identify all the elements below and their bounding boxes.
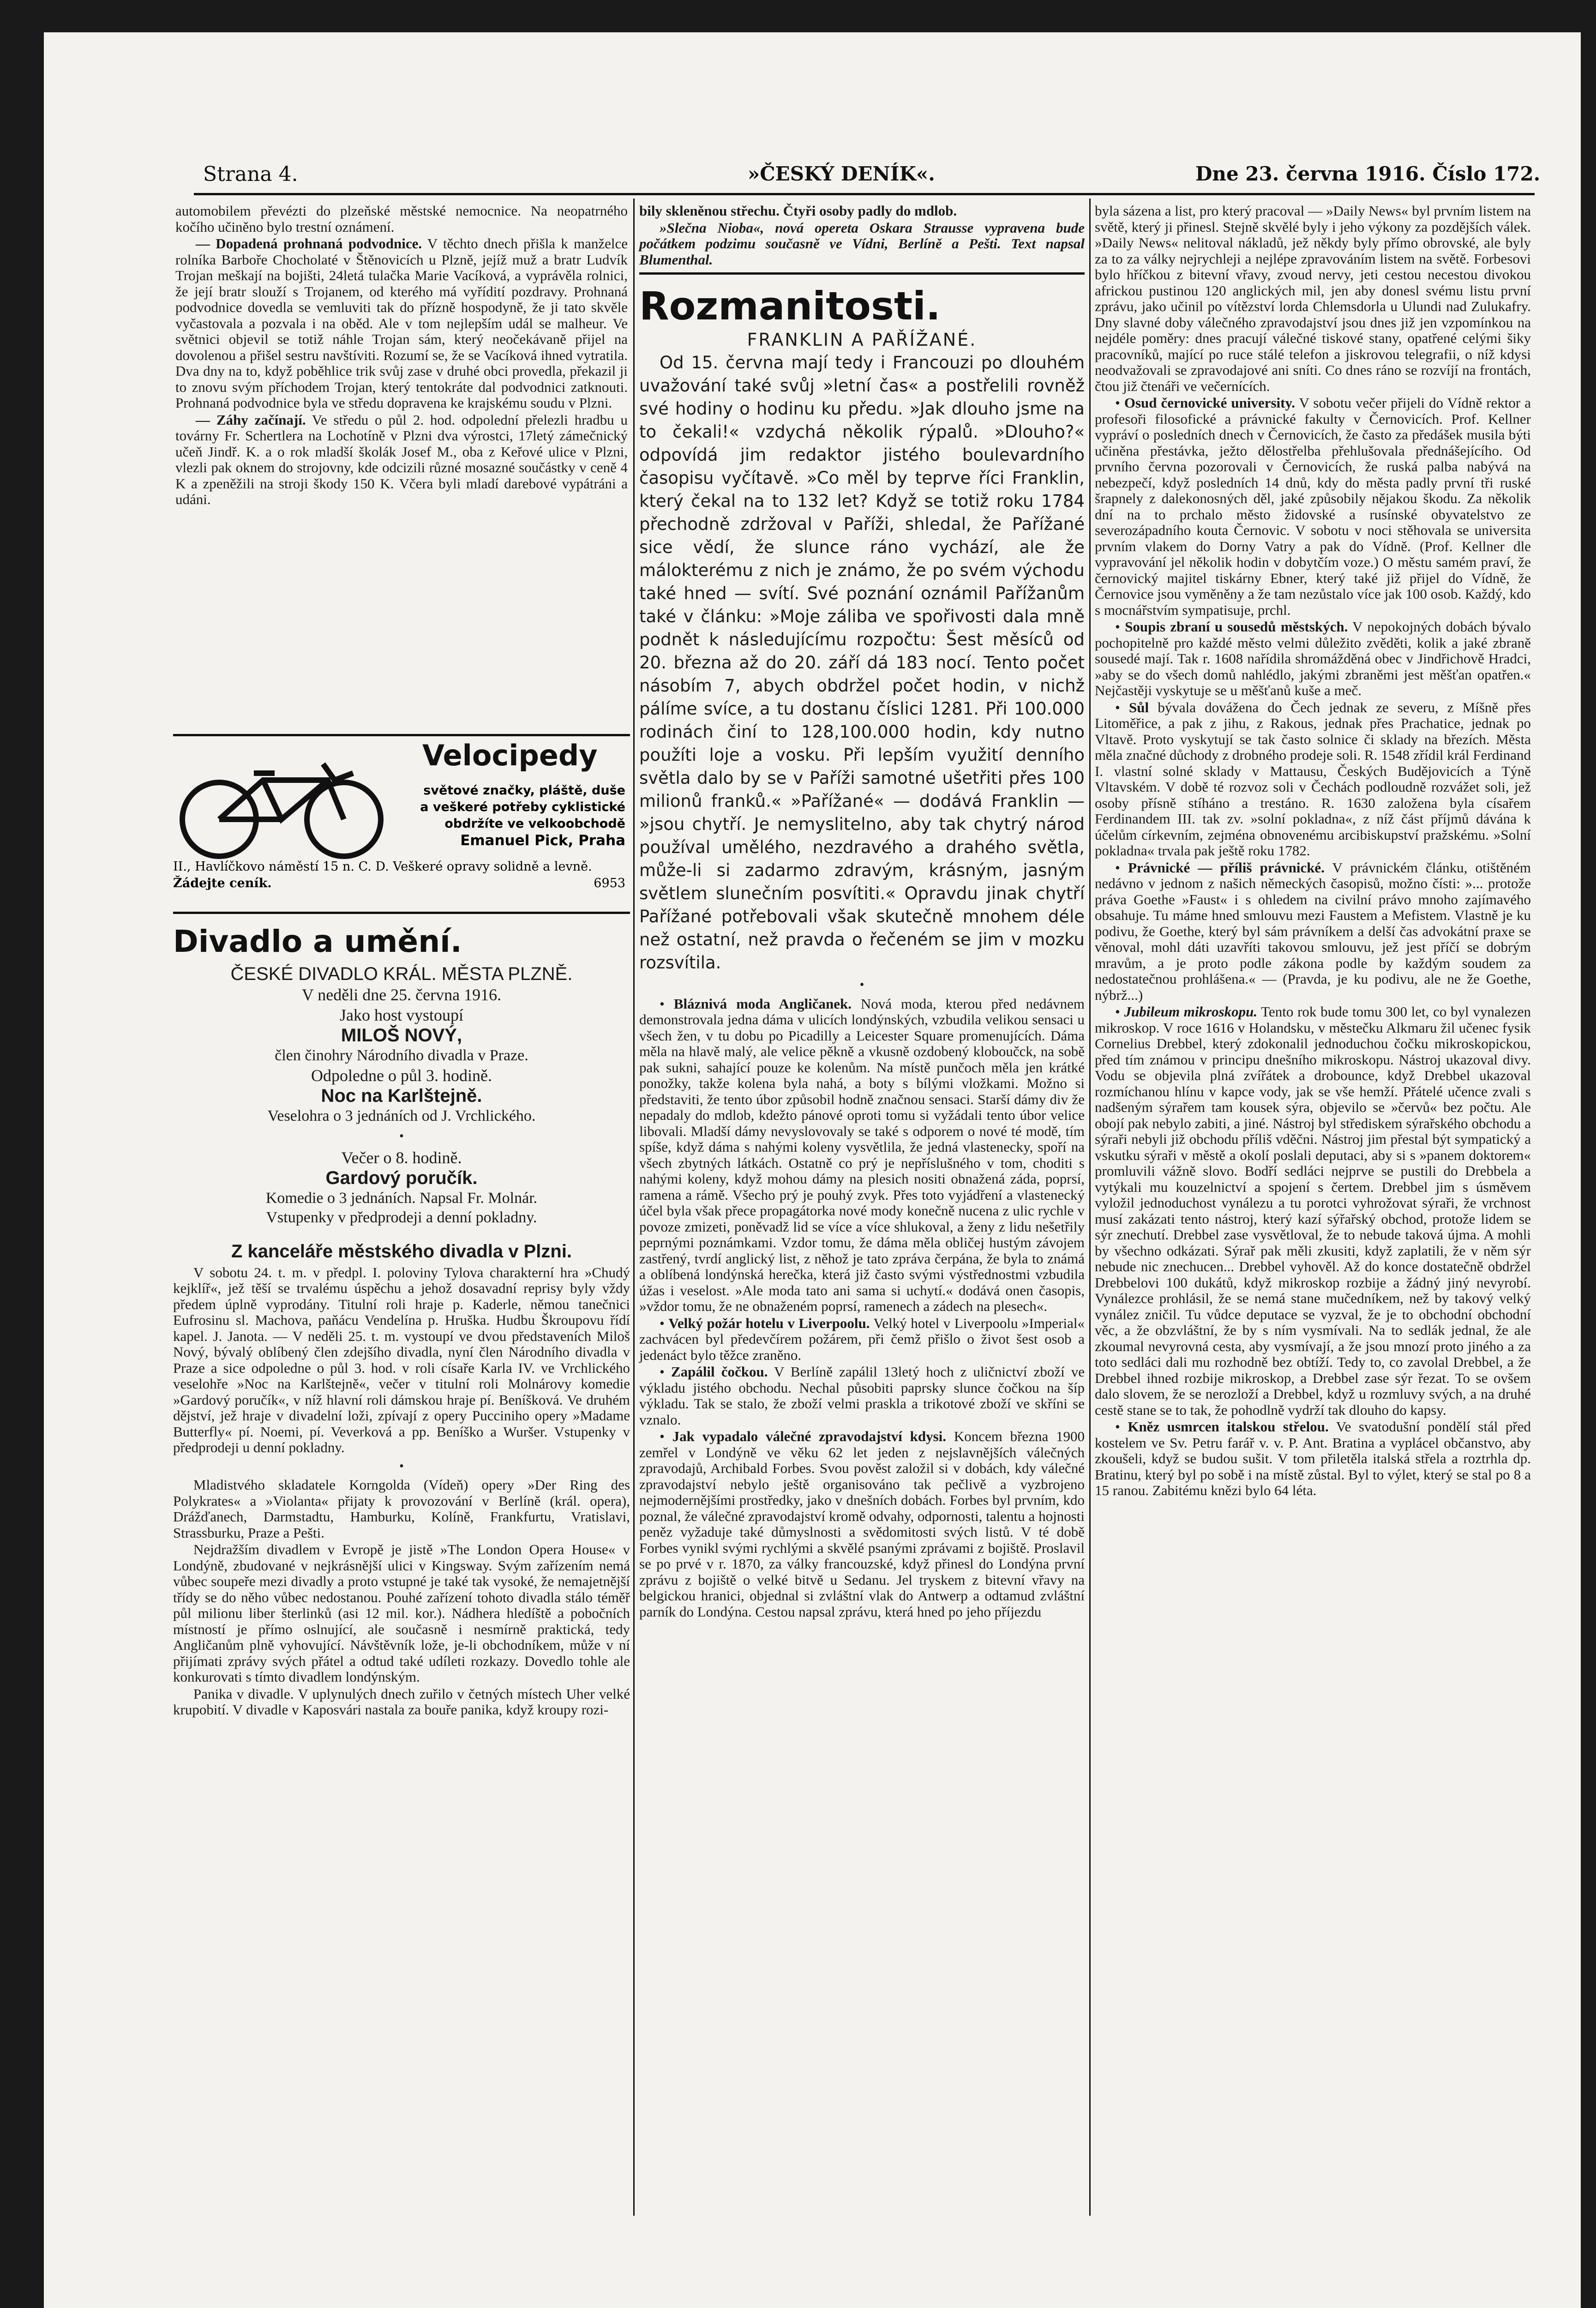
column-divider [1089,198,1091,2216]
article-heading: — Dopadená prohnaná podvodnice. [196,235,422,252]
column-3 [1095,203,1531,1500]
article-body: Ve svatodušní pondělí stál před kostelem ve Sv. Petru farář v. v. P. Ant. Bratina a vyplácel občanstvo, aby zkoušeli, když se budou sušit. V tom přiletěla italská střela a roztrhla dp. Bratinu, který byl po sobě i na místě zůstal. Byl to výlet, který se stal po 8 a 15 ranou. Zabitému knězi bylo 64 léta. [1095,1418,1531,1498]
newspaper-title: »ČESKÝ DENÍK«. [748,162,935,185]
article: • Osud černovické university. V sobotu večer přijeli do Vídně rektor a profesoři filosofické a právnické fakulty v Černovicích. Prof. Kellner vypráví o posledních dnech v Černovicích, že často za předášek musila býti učiněna přestávka, ježto dělostřelba přehlušovala přednášejícího. Od prvního června pozorovali v Černovicích, že ruská palba nabývá na nebezpečí, když posledních 14 dnů, kdy do města padly první tři ruské šrapnely z dalekonosných děl, jaké způsobily nějakou škodu. Za několik dní na to prchalo město židovské a rusínské obyvatelstvo ze severozápadního kouta Černovic. V sobotu v noci stěhovala se universita prvním vlakem do Dorny Vatry a pak do Vídně. (Prof. Kellner dle vypravování jel několik hodin v dobytčím voze.) O městu samém praví, že černovický majitel tiskárny Ebner, který také již přijel do Vídně, že Černovice jsou vyměněny a že tam nezůstalo více jak 100 osob. Každý, kdo s mocnářstvím sympatisuje, prchl. [1095,395,1531,618]
ad-text [395,782,625,849]
ad-line: obdržíte ve velkoobchodě [444,817,625,831]
program-time: Odpoledne o půl 3. hodině. [311,1066,492,1085]
section-heading: Divadlo a umění. [173,924,462,959]
article: • Soupis zbraní u sousedů městských. V nepokojných dobách bývalo pochopitelně pro každé město velmi důležito zvěděti, kolik a jaké zbraně sousedé mají. Tak r. 1608 nařídila shromážděná obec v Jindřichově Hradci, »aby se do všech domů nahlédlo, jakými zbraněmi jest měšťan opatřen.« Nejčastěji vyskytuje se u měšťanů kuše a meč. [1095,619,1531,698]
section-heading: Rozmanitosti. [639,283,941,329]
page-number: Strana 4. [203,162,298,186]
program-line: Jako host vystoupí [339,1006,463,1024]
article-body: Panika v divadle. V uplynulých dnech zuřilo v četných místech Uher velké krupobití. V divadle v Kaposvári nastala za bouře panika, když kroupy rozi- [173,1685,630,1718]
article-body: Tento rok bude tomu 300 let, co byl vynalezen mikroskop. V roce 1616 v Holandsku, v městečku Alkmaru žil učenec fysik Cornelius Drebbel, který zdokonalil jednoduchou čočku mikroskopickou, před tím známou v principu dnešního mikroskopu. Nástroj ukazoval divy. Vodu se objevila plná zvířátek a drobounce, když Drebbel ukazoval rozmíchanou hlínu v kapce vody, jak se vše hemží. Přátelé učence zvali s nadšeným sýrařem tam kousek sýra, objevilo se »červů« bez počtu. Ale obojí pak nebylo zabiti, a jiné. Nástroj byl střediskem sýrařského obchodu a sýraři nebyli již obchodu příliš vděčni. Nástroj jim přestal být sympatický a vskutku sýraři v městě a okolí poslali deputaci, aby si s »panem doktorem« promluvili vážně slovo. Bodří sedláci nejprve se pustili do Drebbela a vytýkali mu kouzelnictví a spojení s čertem. Drebbel jim s úsměvem vyložil jednoduchost vynálezu a tu porotci vyhrožovat sýraři, že vrchnost musí zakázati tento nástroj, který kazí sýřařský obchod, protože lidem se sýr znechutí. Drebbel zase vysvětloval, že to nebude taková újma. A mohli by všechno odkázati. Sýrař pak měli zkusiti, když zaplatili, že v něm sýr nebude nic znechucen... Drebbel vyhověl. Až do konce dostatečně obdržel Drebbelovi 100 dukátů, když mikroskop rozbije a žádný jiný nevyrobí. Vynálezce prohlásil, že se nemá stane mučedníkem, než by takový velký vynález zničil. Tu vůdce deputace se vyzval, že je to obchodní obchodní věc, a že obzvláštní, že by s ním vysmívali. Na to sedlák jednal, že ale zkoumal nevyrovná cesta, aby vysmívají, a že jsou mnozí proto jiného a za toto sedláci dali mu rozhodně bez obtíží. Tedy to, co zavolal Drebbel, a že Drebbel ihned rozbije mikroskop, a Drebbel zase sýr řezat. To se ovšem dalo slovem, že se nerozloží a Drebbel, když u rozmluvy svých, a na druhé cestě stane se to tak, že pohodlně vydrží tak dlouho do kapsy. [1095,1004,1531,1418]
ad-firm: Emanuel Pick, Praha [460,832,625,849]
program-line: Veselohra o 3 jednáních od J. Vrchlického. [267,1107,536,1124]
article-heading: Osud černovické university. [1124,395,1296,411]
article-body: V sobotu 24. t. m. v předpl. I. poloviny Tylova charakterní hra »Chudý kejklíř«, jež těší se trvalému úspěchu a jehož dosavadní reprisy byly vždy předem úplně vyprodány. Titulní roli hraje p. Kaderle, němou tanečnici Eufrosinu sl. Machova, paňácu Vendelína p. Hruška. Hudbu Škroupovu řídí kapel. J. Janota. — V neděli 25. t. m. vystoupí ve dvou představeních Miloš Nový, bývalý oblíbený člen zdejšího divadla, nyní člen Národního divadla v Praze a sice odpoledne o půl 3. hod. v roli císaře Karla IV. ve Vrchlického veselohře »Noc na Karlštejně«, večer v titulní roli Molnárovy komedie »Gardový poručík«, v níž hlavní roli dámskou hraje pí. Beníšková. Ve druhém dějství, jež hraje v divadelní loži, zpívají z opery Pucciniho opery »Madame Butterfly« pí. Noemi, pí. Veverková a pp. Beníško a Wuršer. Vstupenky v předprodeji u denní pokladny. [173,1264,630,1455]
article: • Jak vypadalo válečné zpravodajství kdysi. Koncem března 1900 zemřel v Londýně ve věku 62 let jeden z nejslavnějších válečných zpravodajů, Archibald Forbes. Svou pověst založil si v dobách, kdy válečné zpravodajství nebylo ještě organisováno tak pečlivě a vyzbrojeno nejmodernějšími prostředky, jako v dnešních dobách. Forbes byl prvním, kdo poznal, že válečné zpravodajství kromě odvahy, odpornosti, talentu a hojnosti peněz vyžaduje také důmyslnosti a svědomitosti svých listů. V té době Forbes vynikl svými rychlými a skvělé psanými zprávami z bojiště. Proslavil se po prvé v r. 1870, za války francouzské, když přinesl do Londýna první zprávu z bojiště o velké bitvě u Sedanu. Jel tryskem z bitevní vřavy na belgickou hranici, objednal si zvláštní vlak do Antwerp a odtamud zvláštní parník do Londýna. Cestou napsal zprávu, která hned po jeho příjezdu [639,1428,1085,1620]
article [175,236,628,411]
article-heading: Kněz usmrcen italskou střelou. [1128,1418,1329,1435]
article-body: Koncem března 1900 zemřel v Londýně ve věku 62 let jeden z nejslavnějších válečných zpravodajů, Archibald Forbes. Svou pověst založil si v dobách, kdy válečné zpravodajství nebylo ještě organisováno tak pečlivě a vyzbrojeno nejmodernějšími prostředky, jako v dnešních dobách. Forbes byl prvním, kdo poznal, že válečné zpravodajství kromě odvahy, odpornosti, talentu a hojnosti peněz vyžaduje také důmyslnosti a svědomitosti svých listů. V té době Forbes vynikl svými rychlými a skvělé psanými zprávami z bojiště. Proslavil se po prvé v r. 1870, za války francouzské, když přinesl do Londýna první zprávu z bojiště o velké bitvě u Sedanu. Jel tryskem z bitevní vřavy na belgickou hranici, objednal si zvláštní vlak do Antwerp a odtamud zvláštní parník do Londýna. Cestou napsal zprávu, která hned po jeho příjezdu [639,1428,1085,1620]
column-2 [639,203,1085,1621]
article-heading: Jak vypadalo válečné zpravodajství kdysi. [672,1428,947,1444]
ad-number: 6953 [594,876,625,890]
article: • Bláznivá moda Angličanek. Nová moda, kterou před nedávnem demonstrovala jedna dáma v ulicích londýnských, vzbudila velikou sensaci u všech žen, v tu dobu po Picadilly a Leicester Square promenujících. Dáma měla na hlavě malý, ale velice pěkně a vkusně ozdobený kloboučck, na sobě pak sukni, sahající pouze ke kolenům. Na místě punčoch měla jen krátké ponožky, takže kolena byla nahá, a boty s bílými vložkami. Možno si představiti, že tento úbor způsobil hodně značnou sensaci. Starší dámy div že nepadaly do mdlob, kdežto pánové oproti tomu si vyžádali tento úbor velice libovali. Mladší dámy nevyslovovaly se také s odporem o nové té modě, tím spíše, když dáma s nahými koleny vysvětlila, že jedná vlastenecky, spoří na všech zbytných látkách. Ostatně co prý je nepříslušného v tom, choditi s nahými koleny, když mohou dámy na plesich nositi obnažená záda, poprsí, ramena a rámě. Všecho prý je pouhý zvyk. Přes toto vyjádření a vlastenecký účel byla však přece propagátorka nové mody konečně nucena z ulic rychle v povoze zmizeti, poněvadž lid se více a více shlukoval, a ženy z lidu nešetřily peprnými poznámkami. Vzdor tomu, že dáma měla obličej hustým závojem zastřený, tvrdí anglický list, z něhož je tato zpráva čerpána, že byla to známá a oblíbená londýnská herečka, která již často svými výstřednostmi vzbudila úžas i veselost. »Ale moda tato ani sama si uchytí.« dodává onen časopis, »vždor tomu, že ne obnaženém poprsí, ramenech a zádech na plesech«. [639,995,1085,1314]
article-heading: — Záhy začínají. [196,411,306,428]
article-heading: Zapálil čočkou. [671,1364,768,1380]
article-heading: Právnické — příliš právnické. [1128,859,1325,876]
ad-pricelist: Žádejte ceník. [173,876,272,890]
article-body: Ve středu o půl 2. hod. odpolední přelezli hradbu u továrny Fr. Schertlera na Lochotíně v Plzni dva výrostci, 17letý zámečnický učeň Jindř. K. a o rok mladší školák Josef M., oba z Keřové ulice v Plzni, vlezli pak oknem do strojovny, kde odcizili různé mosazné součástky v ceně 4 K a zpeněžili na stroji škody 150 K. Včera byli mladí darebové vypátráni a udáni. [175,411,628,507]
column-divider [633,198,635,2216]
article-body: V nepokojných dobách bývalo pochopitelně pro každé město velmi důležito zvěděti, kolik a jaké zbraně sousedé mají. Tak r. 1608 nařídila shromážděná obec v Jindřichově Hradci, »aby se do všech domů nahlédlo, jakými zbraněmi jest měšťan opatřen.« Nejčastěji vyskytuje se u měšťanů kuše a meč. [1095,619,1531,698]
article: • Velký požár hotelu v Liverpoolu. Velký hotel v Liverpoolu »Imperial« zachvácen byl předevčírem požárem, při čemž přišlo o život šest osob a jedenáct bylo těžce zraněno. [639,1315,1085,1363]
article-heading: Z kanceláře městského divadla v Plzni. [231,1241,572,1262]
article-body: V sobotu večer přijeli do Vídně rektor a profesoři filosofické a právnické fakulty v Černovicích. Prof. Kellner vypráví o posledních dnech v Černovicích, že často za předášek musila býti učiněna přestávka, ježto dělostřelba přehlušovala přednášejícího. Od prvního června pozorovali v Černovicích, že ruská palba nabývá na nebezpečí, když posledních 14 dnů, kdy do města padly první tři ruské šrapnely z dalekonosných děl, jaké způsobily nějakou škodu. Za několik dní na to prchalo město židovské a rusínské obyvatelstvo ze severozápadního kouta Černovic. V sobotu v noci stěhovala se universita prvním vlakem do Dorny Vatry a pak do Vídně. (Prof. Kellner dle vypravování jel několik hodin v dobytčím voze.) O městu samém praví, že černovický majitel tiskárny Ebner, který také již přijel do Vídně, že Černovice jsou vyměněny a že tam nezůstalo více jak 100 osob. Každý, kdo s mocnářstvím sympatisuje, prchl. [1095,395,1531,618]
separator-star: • [399,1129,404,1143]
ad-address-text: II., Havlíčkovo náměstí 15 n. C. D. Veškeré opravy solidně a levně. [173,859,592,874]
section-rule [639,272,1085,275]
article-heading: Soupis zbraní u sousedů městských. [1125,619,1348,635]
article: • Zapálil čočkou. V Berlíně zapálil 13letý hoch z uličnictví zboží ve výkladu jistého obchodu. Nechal působiti paprsky slunce čočkou na šíp výkladu. Tak se stalo, že zboží velmi praskla a trikotové zboží ve skříni se vznalo. [639,1364,1085,1428]
program-date: V neděli dne 25. června 1916. [301,986,502,1004]
article-lead: bily skleněnou střechu. Čtyři osoby padly do mdlob. [639,203,957,219]
program-line: Komedie o 3 jednáních. Napsal Fr. Molnár. [265,1189,538,1207]
article-body: Mladistvého skladatele Korngolda (Vídeň) opery »Der Ring des Polykrates« a »Violanta« přijaty k provozování v Berlíně (král. opera), Drážďanech, Darmstadtu, Hamburku, Kolíně, Frankfurtu, Vratislavi, Strassburku, Praze a Pešti. [173,1477,630,1541]
article-heading: FRANKLIN A PAŘÍŽANÉ. [747,330,977,350]
guest-name: MILOŠ NOVÝ, [341,1025,462,1046]
article: • Právnické — příliš právnické. V právnickém článku, otištěném nedávno v jednom z našich německých časopisů, možno čísti: »... protože práva Goethe »Faust« i s ohledem na civilní právo mnoho zajímavého obsahuje. Tu máme hned smlouvu mezi Faustem a Mefistem. Vlastně je ku podivu, že Goethe, který byl sám právníkem a delší čas advokátní praxe se věnoval, mohl dáti uzavříti takovou smlouvu, jež jest příčí se dobrým mravům, a je proto podle zákona podle by každým soudem za nedostatečnou prohlášena.« — (Pravda, je ku podivu, ale ne že Goethe, nýbrž...) [1095,859,1531,1003]
issue-date: Dne 23. června 1916. Číslo 172. [1195,162,1541,185]
article: • Jubileum mikroskopu. Tento rok bude tomu 300 let, co byl vynalezen mikroskop. V roce 1616 v Holandsku, v městečku Alkmaru žil učenec fysik Cornelius Drebbel, který zdokonalil jednoduchou čočku mikroskopickou, před tím známou v principu dnešního mikroskopu. Nástroj ukazoval divy. Vodu se objevila plná zvířátek a drobounce, když Drebbel ukazoval rozmíchanou hlínu v kapce vody, jak se vše hemží. Přátelé učence zvali s nadšeným sýrařem tam kousek sýra, objevilo se »červů« bez počtu. Ale obojí pak nebylo zabiti, a jiné. Nástroj byl střediskem sýrařského obchodu a sýraři nebyli již obchodu příliš vděčni. Nástroj jim přestal být sympatický a vskutku sýraři v městě a okolí poslali deputaci, aby si s »panem doktorem« promluvili vážně slovo. Bodří sedláci nejprve se pustili do Drebbela a vytýkali mu kouzelnictví a spojení s čertem. Drebbel jim s úsměvem vyložil jednoduchost vynálezu a tu porotci vyhrožovat sýraři, že vrchnost musí zakázati tento nástroj, který kazí sýřařský obchod, protože lidem se sýr znechutí. Drebbel zase vysvětloval, že to nebude taková újma. A mohli by všechno odkázati. Sýrař pak měli zkusiti, když zaplatili, že v něm sýr nebude nic znechucen... Drebbel vyhověl. Až do konce dostatečně obdržel Drebbelovi 100 dukátů, když mikroskop rozbije a žádný jiný nevyrobí. Vynálezce prohlásil, že se nemá stane mučedníkem, než by takový velký vynález zničil. Tu vůdce deputace se vyzval, že je to obchodní obchodní věc, a že obzvláštní, že by s ním vysmívali. Na to sedlák jednal, že ale zkoumal nevyrovná cesta, aby vysmívají, a že jsou mnozí proto jiného a za toto sedláci dali mu rozhodně bez obtíží. Tedy to, co zavolal Drebbel, a že Drebbel ihned rozbije mikroskop, a Drebbel zase sýr řezat. To se ovšem dalo slovem, že se nerozloží a Drebbel, když u rozmluvy svých, a na druhé cestě stane se to tak, že pohodlně vydrží tak dlouho do kapsy. [1095,1004,1531,1418]
header-rule [194,193,1535,195]
article-body: V právnickém článku, otištěném nedávno v jednom z našich německých časopisů, možno čísti: »... protože práva Goethe »Faust« i s ohledem na civilní právo mnoho zajímavého obsahuje. Tu máme hned smlouvu mezi Faustem a Mefistem. Vlastně je ku podivu, že Goethe, který byl sám právníkem a delší čas advokátní praxe se věnoval, mohl dáti uzavříti takovou smlouvu, jež jest příčí se dobrým mravům, a je proto podle zákona podle by každým soudem za nedostatečnou prohlášena.« — (Pravda, je ku podivu, ale ne že Goethe, nýbrž...) [1095,859,1531,1003]
play-title: Gardový poručík. [325,1167,478,1188]
ad-line: světové značky, pláště, duše [423,783,625,798]
article-body: Nová moda, kterou před nedávnem demonstrovala jedna dáma v ulicích londýnských, vzbudila velikou sensaci u všech žen, v tu dobu po Picadilly a Leicester Square promenujících. Dáma měla na hlavě malý, ale velice pěkně a vkusně ozdobený kloboučck, na sobě pak sukni, sahající pouze ke kolenům. Na místě punčoch měla jen krátké ponožky, takže kolena byla nahá, a boty s bílými vložkami. Možno si představiti, že tento úbor způsobil hodně značnou sensaci. Starší dámy div že nepadaly do mdlob, kdežto pánové oproti tomu si vyžádali tento úbor velice libovali. Mladší dámy nevyslovovaly se také s odporem o nové té modě, tím spíše, když dáma s nahými koleny vysvětlila, že jedná vlastenecky, spoří na všech zbytných látkách. Ostatně co prý je nepříslušného v tom, choditi s nahými koleny, když mohou dámy na plesich nositi obnažená záda, poprsí, ramena a rámě. Všecho prý je pouhý zvyk. Přes toto vyjádření a vlastenecký účel byla však přece propagátorka nové mody konečně nucena z ulic rychle v povoze zmizeti, poněvadž lid se více a více shlukoval, a ženy z lidu nešetřily peprnými poznámkami. Vzdor tomu, že dáma měla obličej hustým závojem zastřený, tvrdí anglický list, z něhož je tato zpráva čerpána, že byla to známá a oblíbená londýnská herečka, která již často svými výstřednostmi vzbudila úžas i veselost. »Ale moda tato ani sama si uchytí.« dodává onen časopis, »vždor tomu, že ne obnaženém poprsí, ramenech a zádech na plesech«. [639,995,1085,1314]
article-heading: Jubileum mikroskopu. [1124,1004,1258,1020]
separator-star: • [859,978,864,992]
theatre-section [173,923,630,1719]
article-body: Od 15. června mají tedy i Francouzi po dlouhém uvažování také svůj »letní čas« a postřelili rovněž své hodiny o hodinu ku předu. »Jak dlouho jsme na to čekali!« vzdychá několik rýpalů. »Dlouho?« odpovídá jim redaktor jistého boulevardního časopisu vyčítavě. »Co měl by teprve říci Franklin, který čekal na to 132 let? Když se totiž roku 1784 přechodně zdržoval v Paříži, shledal, že Pařížané sice vědí, že slunce ráno vychází, ale že málokterému z nich je známo, že po svém východu také hned — svítí. Své poznání oznámil Pařížanům také v článku: »Moje záliba ve spořivosti dala mně podnět k následujícímu rozpočtu: Šest měsíců od 20. března až do 20. září dá 183 nocí. Tento počet násobím 7, abych obdržel počet hodin, v nichž pálíme svíce, a tu dostanu číslici 1281. Při 100.000 rodinách činí to 128,100.000 hodin, kdy nutno použíti loje a vosku. Při lepším využití denního světla dalo by se v Paříži samotné ušetřiti přes 100 milionů franků.« »Pařížané« — dodává Franklin — »jsou chytří. Je nemyslitelno, aby tak chytrý národ používal umělého, nezdravého a drahého světla, může-li si zadarmo zdravým, krásným, jasným světlem slunečním posvítiti.« Opravdu jinak chytří Pařížané potřebovali však skutečně mnohem déle než ostatní, než pravda o řečeném se jim v mozku rozsvítila. [639,353,1085,973]
article-body: Nejdražším divadlem v Evropě je jistě »The London Opera House« v Londýně, zbudované v nejkrásnější ulici v Kingsway. Svým zařízením nemá vůbec soupeře mezi divadly a proto vstupné je také tak vysoké, že nemajetnější třídy se do něho vůbec nedostanou. Pouhé zařízení tohoto divadla stálo téměř půl milionu liber šterlinků (asi 12 mil. kor.). Nádhera hledíště a pobočních místností je přímo oslnující, ale současně i nesmírně praktická, tedy Angličanům plně vyhovující. Návštěvník lože, je-li obchodníkem, může v ní přijímati zprávy svých přátel a odtud také udíleti rozkazy. Dovedlo tohle ale konkurovati s tímto divadlem londýnským. [173,1541,630,1685]
bicycle-advertisement [173,734,630,914]
article-body: »Slečna Nioba«, nová opereta Oskara Strausse vypravena bude počátkem podzimu současně ve Vídni, Berlíně a Pešti. Text napsal Blumenthal. [639,219,1085,268]
separator-star: • [399,1459,404,1473]
program-line: Vstupenky v předprodeji a denní pokladny. [266,1208,537,1226]
article [175,412,628,508]
theatre-name: ČESKÉ DIVADLO KRÁL. MĚSTA PLZNĚ. [230,964,573,984]
program-line: člen činohry Národního divadla v Praze. [275,1047,528,1064]
article: • Kněz usmrcen italskou střelou. Ve svatodušní pondělí stál před kostelem ve Sv. Petru farář v. v. P. Ant. Bratina a vyplácel občanstvo, aby zkoušeli, když se budou sušit. V tom přiletěla italská střela a roztrhla dp. Bratinu, který byl po sobě i na místě zůstal. Byl to výlet, který se stal po 8 a 15 ranou. Zabitému knězi bylo 64 léta. [1095,1418,1531,1498]
article-heading: Velký požár hotelu v Liverpoolu. [668,1315,870,1331]
play-title: Noc na Karlštejně. [321,1086,482,1106]
article-lead: automobilem převézti do plzeňské městské nemocnice. Na neopatrného kočího učiněno bylo trestní oznámení. [175,203,628,235]
article-heading: Sůl [1129,699,1149,715]
ad-address [173,859,625,892]
article-body: Velký hotel v Liverpoolu »Imperial« zachvácen byl předevčírem požárem, při čemž přišlo o život šest osob a jedenáct bylo těžce zraněno. [639,1315,1085,1363]
column-1 [175,203,628,509]
program-time: Večer o 8. hodině. [341,1148,462,1167]
ad-line: a veškeré potřeby cyklistické [420,800,625,814]
bicycle-icon [175,755,388,861]
article-body: V Berlíně zapálil 13letý hoch z uličnictví zboží ve výkladu jistého obchodu. Nechal působiti paprsky slunce čočkou na šíp výkladu. Tak se stalo, že zboží velmi praskla a trikotové zboží ve skříni se vznalo. [639,1364,1085,1428]
article-heading: Bláznivá moda Angličanek. [673,995,852,1012]
ad-title: Velocipedy [422,739,598,772]
article-body: V těchto dnech přišla k manželce rolníka Barboře Chocholaté v Štěnovicích u Plzně, jejíž muž a bratr Ludvík Trojan meškají na bojišti, 24letá tulačka Marie Vacíková, a vyprávěla rolnici, že její bratr slouží s Trojanem, od kterého má vyřídití pozdravy. Prohnaná podvodnice dovedla se vemluviti tak do přízně hospodyně, že ji tato skvěle vyčastovala a pozvala i na oběd. Ale v tom nejlepším udál se malheur. Ve světnici objevil se totiž náhle Trojan sám, který neočekávaně přijel na dovolenou a přišel sestru navštíviti. Rozumí se, že se Vacíková ihned vytratila. Dva dny na to, když poběhlice trik svůj zase v druhé obci provedla, překazil ji to znovu svým příchodem Trojan, který tentokráte dal podvodnici zatknouti. Prohnaná podvodnice byla ve středu dopravena ke krajskému soudu v Plzni. [175,235,628,411]
article-lead: byla sázena a list, pro který pracoval — »Daily News« byl prvním listem na světě, který ji přinesl. Stejně skvělé byly i jeho výkony za pozdějších válek. »Daily News« nelitoval nákladů, jež někdy byly přímo obrovské, ale byly za to za války nejrychleji a nejlépe zpravováním listem na světě. Forbesovi bylo hříčkou z bitevní vřavy, zvoud nervy, jeti cestou necestou divokou africkou pustinou 120 anglických mil, jen aby donesl svému listu první zprávu, jako učinil po vítězství lorda Chlemsdorla u Ulundi nad Zulukafry. Dny slavné doby válečného zpravodajství jsou dnes již jen vzpomínkou na nejdéle poměry: dnes pracují válečné tiskové stany, opatřené celými šiky pracovníků, mající po ruce stálé telefon a jiskrovou telegrafii, o níž kdysi neodvažovali se zpravodajové ani sníti. Co dnes ráno se rozvíjí na frontách, čtou již čtenáři ve večernících. [1095,203,1531,394]
article-body: bývala dovážena do Čech jednak ze severu, z Míšně přes Litoměřice, a pak z jihu, z Rakous, jednak přes Prachatice, jednak po Vltavě. Proto vyskytují se tak často solnice či sklady na březích. Města měla značné důchody z drobného prodeje soli. R. 1548 zřídil král Ferdinand I. vlastní solné sklady v Mattausu, Českých Budějovicích a Týně Vltavském. V době té rozvoz soli v Čechách podloudně rozvážet soli, jež osoby přísně stíháno a trestáno. R. 1630 založena byla císařem Ferdinandem III. tak zv. »solní pokladna«, z níž část příjmů dávána k účelům církevním, zejména obnovenému arcibiskupství pražskému. »Solní pokladna« trvala pak ještě roku 1782. [1095,699,1531,859]
article: • Sůl bývala dovážena do Čech jednak ze severu, z Míšně přes Litoměřice, a pak z jihu, z Rakous, jednak přes Prachatice, jednak po Vltavě. Proto vyskytují se tak často solnice či sklady na březích. Města měla značné důchody z drobného prodeje soli. R. 1548 zřídil král Ferdinand I. vlastní solné sklady v Mattausu, Českých Budějovicích a Týně Vltavském. V době té rozvoz soli v Čechách podloudně rozvážet soli, jež osoby přísně stíháno a trestáno. R. 1630 založena byla císařem Ferdinandem III. tak zv. »solní pokladna«, z níž část příjmů dávána k účelům církevním, zejména obnovenému arcibiskupství pražskému. »Solní pokladna« trvala pak ještě roku 1782. [1095,699,1531,859]
